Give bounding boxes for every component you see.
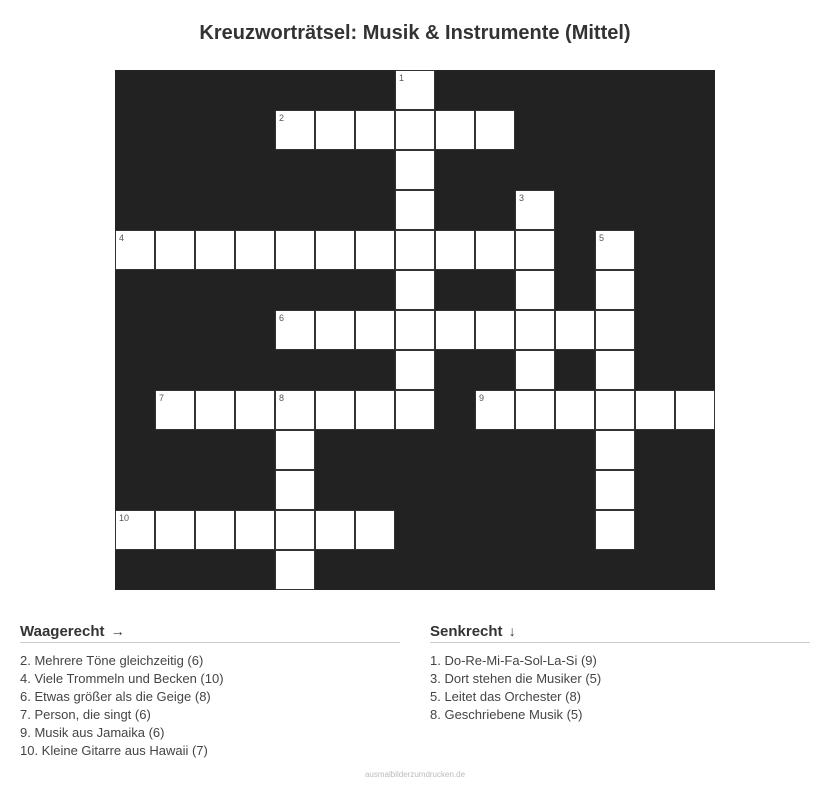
- down-clues-section: [430, 622, 810, 724]
- across-clues-section: [20, 622, 400, 760]
- grid-cell[interactable]: [595, 390, 635, 430]
- grid-cell[interactable]: [195, 230, 235, 270]
- clue-item: 8. Geschriebene Musik (5): [430, 707, 583, 722]
- grid-cell[interactable]: [595, 430, 635, 470]
- grid-cell[interactable]: [315, 230, 355, 270]
- clue-number: 9: [479, 393, 485, 403]
- grid-cell[interactable]: [395, 230, 435, 270]
- grid-cell[interactable]: [395, 310, 435, 350]
- grid-cell[interactable]: [515, 190, 555, 230]
- down-heading: [430, 622, 810, 643]
- clue-item: 2. Mehrere Töne gleichzeitig (6): [20, 653, 204, 668]
- grid-cell[interactable]: [115, 510, 155, 550]
- clue-item: 5. Leitet das Orchester (8): [430, 689, 582, 704]
- grid-cell[interactable]: [275, 230, 315, 270]
- grid-cell[interactable]: [115, 230, 155, 270]
- clue-number: 10: [119, 513, 130, 523]
- grid-cell[interactable]: [275, 310, 315, 350]
- across-heading: [20, 622, 400, 643]
- grid-cell[interactable]: [395, 150, 435, 190]
- arrow-down-icon: ↓: [508, 623, 516, 639]
- grid-cell[interactable]: [395, 70, 435, 110]
- grid-cell[interactable]: [555, 310, 595, 350]
- clue-number: 2: [279, 113, 285, 123]
- grid-cell[interactable]: [275, 470, 315, 510]
- grid-cell[interactable]: [595, 510, 635, 550]
- grid-cell[interactable]: [395, 350, 435, 390]
- grid-cell[interactable]: [355, 230, 395, 270]
- clue-item: 6. Etwas größer als die Geige (8): [20, 689, 211, 704]
- grid-cell[interactable]: [315, 510, 355, 550]
- grid-cell[interactable]: [275, 510, 315, 550]
- grid-cell[interactable]: [155, 510, 195, 550]
- grid-cell[interactable]: [235, 230, 275, 270]
- grid-cell[interactable]: [195, 510, 235, 550]
- grid-cell[interactable]: [315, 390, 355, 430]
- grid-cell[interactable]: [515, 390, 555, 430]
- grid-cell[interactable]: [555, 390, 595, 430]
- grid-cell[interactable]: [235, 390, 275, 430]
- footer-watermark: ausmalbilderzumdrucken.de: [364, 770, 466, 779]
- grid-cell[interactable]: [195, 390, 235, 430]
- clue-item: 4. Viele Trommeln und Becken (10): [20, 671, 224, 686]
- across-heading-label: Waagerecht: [20, 623, 105, 640]
- grid-cell[interactable]: [515, 310, 555, 350]
- grid-cell[interactable]: [355, 110, 395, 150]
- grid-cell[interactable]: [315, 310, 355, 350]
- grid-cell[interactable]: [355, 510, 395, 550]
- page-title: Kreuzworträtsel: Musik & Instrumente (Mittel): [199, 22, 631, 44]
- grid-cell[interactable]: [515, 230, 555, 270]
- grid-cell[interactable]: [235, 510, 275, 550]
- clue-item: 3. Dort stehen die Musiker (5): [430, 671, 602, 686]
- down-heading-label: Senkrecht: [430, 623, 503, 640]
- clue-item: 9. Musik aus Jamaika (6): [20, 725, 165, 740]
- clue-item: 10. Kleine Gitarre aus Hawaii (7): [20, 743, 208, 758]
- grid-cell[interactable]: [595, 310, 635, 350]
- grid-cell[interactable]: [595, 270, 635, 310]
- clue-item: 1. Do-Re-Mi-Fa-Sol-La-Si (9): [430, 653, 597, 668]
- grid-cell[interactable]: [315, 110, 355, 150]
- grid-cell[interactable]: [275, 430, 315, 470]
- grid-cell[interactable]: [515, 270, 555, 310]
- grid-cell[interactable]: [395, 190, 435, 230]
- grid-cell[interactable]: [435, 230, 475, 270]
- grid-cell[interactable]: [395, 390, 435, 430]
- grid-cell[interactable]: [435, 310, 475, 350]
- clue-number: 4: [119, 233, 125, 243]
- down-clue-list: [430, 652, 810, 724]
- clue-number: 6: [279, 313, 285, 323]
- clue-number: 8: [279, 393, 285, 403]
- clue-number: 1: [399, 73, 405, 83]
- grid-cell[interactable]: [635, 390, 675, 430]
- across-clue-list: [20, 652, 400, 760]
- grid-cell[interactable]: [515, 350, 555, 390]
- clue-number: 7: [159, 393, 165, 403]
- grid-cell[interactable]: [595, 230, 635, 270]
- clue-number: 3: [519, 193, 525, 203]
- clue-item: 7. Person, die singt (6): [20, 707, 151, 722]
- grid-cell[interactable]: [675, 390, 715, 430]
- arrow-right-icon: →: [110, 623, 125, 639]
- grid-cell[interactable]: [155, 230, 195, 270]
- grid-cell[interactable]: [395, 270, 435, 310]
- grid-cell[interactable]: [355, 390, 395, 430]
- grid-cell[interactable]: [475, 310, 515, 350]
- grid-cell[interactable]: [395, 110, 435, 150]
- grid-cell[interactable]: [475, 230, 515, 270]
- grid-cell[interactable]: [475, 110, 515, 150]
- grid-cell[interactable]: [475, 390, 515, 430]
- grid-cell[interactable]: [275, 110, 315, 150]
- grid-cell[interactable]: [155, 390, 195, 430]
- grid-cell[interactable]: [275, 390, 315, 430]
- crossword-grid: [115, 70, 715, 590]
- clue-number: 5: [599, 233, 605, 243]
- grid-cell[interactable]: [595, 470, 635, 510]
- grid-cell[interactable]: [275, 550, 315, 590]
- grid-cell[interactable]: [355, 310, 395, 350]
- grid-cell[interactable]: [435, 110, 475, 150]
- grid-cell[interactable]: [595, 350, 635, 390]
